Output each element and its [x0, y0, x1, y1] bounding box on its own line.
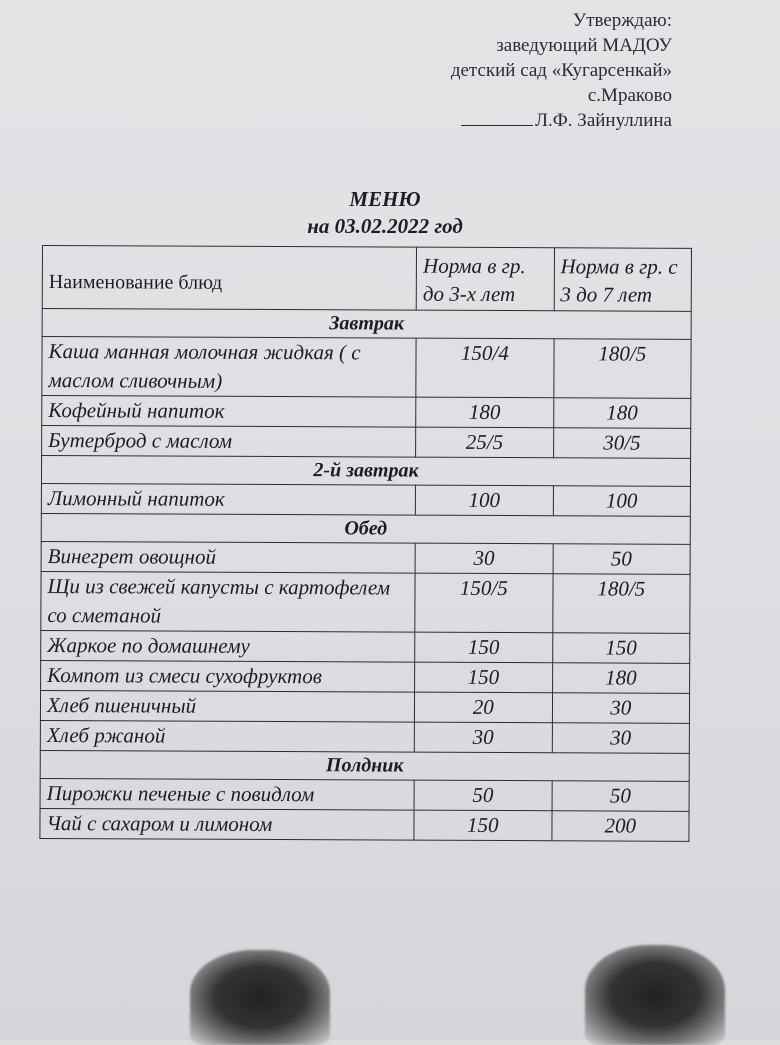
header-norm-3-to-7: Норма в гр. с 3 до 7 лет — [554, 248, 692, 312]
table-row — [41, 630, 690, 663]
header-dish-name: Наименование блюд — [42, 246, 416, 311]
approval-village: с.Мраково — [587, 85, 672, 106]
table-row — [41, 541, 690, 574]
approval-block — [451, 8, 672, 133]
section-title: Полдник — [40, 750, 689, 781]
dish-name: Компот из смеси сухофруктов — [41, 660, 415, 692]
table-header-row — [42, 246, 691, 312]
norm-under-3: 180 — [416, 397, 554, 428]
norm-3-to-7: 30 — [552, 723, 690, 754]
norm-under-3: 30 — [414, 722, 552, 753]
dish-name: Бутерброд с маслом — [42, 426, 416, 458]
table-row — [41, 483, 690, 516]
norm-3-to-7: 180 — [552, 663, 690, 694]
dish-name: Хлеб пшеничный — [40, 690, 414, 722]
section-row — [40, 750, 689, 781]
table-row — [40, 808, 689, 841]
dish-name: Хлеб ржаной — [40, 720, 414, 752]
approval-signature — [451, 108, 672, 133]
approval-position: заведующий МАДОУ — [496, 35, 672, 56]
section-title: Обед — [41, 513, 690, 544]
dish-name: Винегрет овощной — [41, 541, 415, 573]
table-row — [41, 571, 690, 633]
norm-3-to-7: 150 — [552, 633, 690, 664]
norm-under-3: 20 — [415, 692, 553, 723]
menu-date: на 03.02.2022 год — [307, 214, 463, 238]
norm-under-3: 150/4 — [416, 338, 554, 398]
norm-3-to-7: 30/5 — [553, 428, 691, 459]
table-row — [42, 426, 691, 459]
norm-3-to-7: 100 — [553, 486, 691, 517]
dish-name: Кофейный напиток — [42, 396, 416, 428]
section-row — [41, 456, 690, 487]
signature-line — [461, 111, 533, 126]
stamp-blot-left — [190, 950, 330, 1045]
norm-3-to-7: 50 — [552, 781, 690, 812]
header-norm-under-3: Норма в гр. до 3-х лет — [416, 247, 554, 311]
norm-under-3: 150 — [414, 810, 552, 841]
norm-under-3: 150 — [415, 662, 553, 693]
norm-under-3: 100 — [415, 485, 553, 516]
norm-3-to-7: 180 — [553, 398, 691, 429]
section-title: 2-й завтрак — [41, 456, 690, 487]
dish-name: Каша манная молочная жидкая ( с маслом сливочным) — [42, 337, 416, 398]
table-row — [40, 690, 689, 723]
menu-table — [39, 245, 692, 842]
norm-under-3: 25/5 — [416, 427, 554, 458]
norm-under-3: 30 — [415, 543, 553, 574]
stamp-blot-right — [585, 945, 725, 1045]
dish-name: Жаркое по домашнему — [41, 630, 415, 662]
dish-name: Щи из свежей капусты с картофелем со сметаной — [41, 571, 415, 632]
signature-name: Л.Ф. Зайнуллина — [535, 110, 672, 131]
norm-3-to-7: 30 — [552, 693, 690, 724]
table-row — [42, 396, 691, 429]
menu-title: МЕНЮ — [349, 187, 421, 211]
norm-under-3: 150/5 — [415, 573, 553, 633]
norm-under-3: 150 — [415, 632, 553, 663]
dish-name: Чай с сахаром и лимоном — [40, 808, 414, 840]
menu-title-block — [240, 186, 530, 240]
norm-under-3: 50 — [414, 780, 552, 811]
approval-heading: Утверждаю: — [572, 10, 672, 31]
section-title: Завтрак — [42, 309, 691, 340]
norm-3-to-7: 180/5 — [552, 574, 690, 634]
table-row — [40, 720, 689, 753]
table-row — [42, 337, 691, 399]
table-row — [41, 660, 690, 693]
approval-organization: детский сад «Кугарсенкай» — [450, 60, 672, 81]
table-row — [40, 778, 689, 811]
norm-3-to-7: 50 — [553, 544, 691, 575]
section-row — [42, 309, 691, 340]
section-row — [41, 513, 690, 544]
norm-3-to-7: 180/5 — [553, 339, 691, 399]
dish-name: Лимонный напиток — [41, 483, 415, 515]
dish-name: Пирожки печеные с повидлом — [40, 778, 414, 810]
norm-3-to-7: 200 — [551, 811, 689, 842]
